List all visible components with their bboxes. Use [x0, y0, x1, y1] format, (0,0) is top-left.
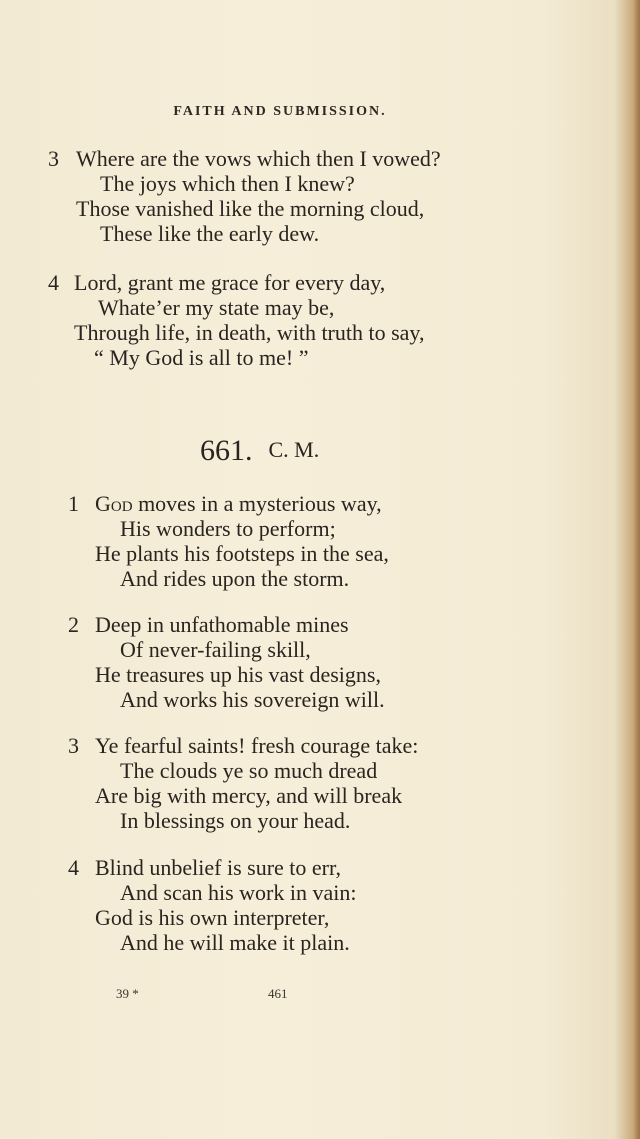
verse-line-text: Blind unbelief is sure to err, [95, 855, 341, 880]
verse-line [68, 855, 356, 880]
verse-line: Are big with mercy, and will break [95, 783, 403, 808]
verse-line: And he will make it plain. [120, 930, 350, 955]
verse-number: 4 [48, 270, 59, 295]
verse-line: He plants his footsteps in the sea, [95, 541, 389, 566]
verse-number: 4 [68, 855, 79, 880]
hymn-verse-4 [68, 855, 356, 955]
hymn-verse-3 [68, 733, 418, 833]
verse-line-text: Lord, grant me grace for every day, [74, 270, 386, 295]
verse-line: The joys which then I knew? [100, 171, 355, 196]
verse-number: 1 [68, 491, 79, 516]
verse-line: He treasures up his vast designs, [95, 662, 381, 687]
verse-line: These like the early dew. [100, 221, 320, 246]
verse-line: Those vanished like the morning cloud, [76, 196, 425, 221]
hymn-heading [200, 434, 319, 468]
hymn-verse-2 [68, 612, 385, 712]
hymn-meter: C. M. [268, 437, 320, 462]
verse-line: His wonders to perform; [120, 516, 336, 541]
verse-line-text [95, 491, 382, 516]
page-number: 461 [268, 986, 288, 1001]
verse-number: 3 [68, 733, 79, 758]
verse-line: Through life, in death, with truth to say, [74, 320, 425, 345]
verse-line: The clouds ye so much dread [120, 758, 378, 783]
verse-line-rest: moves in a mysterious way, [132, 491, 382, 516]
verse-line: Whate’er my state may be, [98, 295, 335, 320]
verse-line [68, 612, 385, 637]
hymn-number: 661. [200, 434, 253, 467]
verse-line [68, 491, 389, 516]
first-word: God [95, 491, 133, 516]
verse-line: And works his sovereign will. [120, 687, 385, 712]
verse-line [48, 146, 441, 171]
verse-line-text: Deep in unfathomable mines [95, 612, 349, 637]
verse-line-text: Where are the vows which then I vowed? [76, 146, 441, 171]
verse-line [48, 270, 425, 295]
verse-line: And scan his work in vain: [120, 880, 357, 905]
verse-line: In blessings on your head. [120, 808, 351, 833]
verse-line: Of never-failing skill, [120, 637, 311, 662]
verse-line: And rides upon the storm. [120, 566, 350, 591]
verse-line [68, 733, 418, 758]
prev-verse-4 [48, 270, 425, 370]
verse-line: “ My God is all to me! ” [94, 345, 309, 370]
signature-mark: 39 * [116, 986, 139, 1001]
running-head: FAITH AND SUBMISSION. [173, 104, 387, 119]
verse-line: God is his own interpreter, [95, 905, 330, 930]
verse-number: 3 [48, 146, 59, 171]
verse-line-text: Ye fearful saints! fresh courage take: [95, 733, 419, 758]
hymn-verse-1 [68, 491, 389, 591]
prev-verse-3 [48, 146, 441, 246]
verse-number: 2 [68, 612, 79, 637]
page-edge [634, 0, 640, 1139]
